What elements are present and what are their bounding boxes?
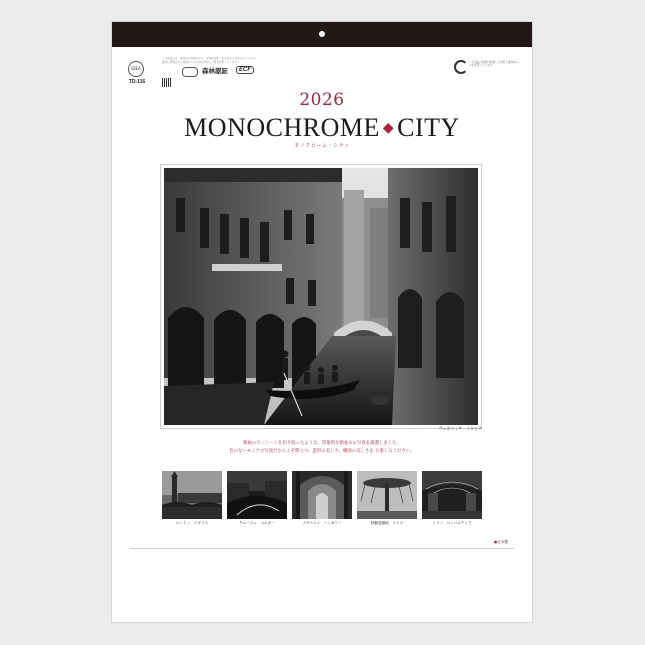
thumbnail-london: [162, 471, 222, 526]
hanger-bar: [112, 22, 532, 47]
thumbnail-strip: [162, 471, 482, 531]
thumbnail-caption: ロンドン イギリス: [175, 521, 209, 525]
thumbnail-caption: 移動遊園地 ドイツ: [370, 521, 404, 525]
thumbnail-canal-night: [227, 471, 287, 526]
title-part-1: MONOCHROME: [184, 113, 380, 142]
calendar-sheet: [112, 22, 532, 622]
thumbnail-caption: ミラノ ロンバルディア: [432, 521, 472, 525]
fsc-label: 森林認証: [202, 67, 228, 75]
thumbnail-milan: [422, 471, 482, 526]
thumbnail-caption: ブダペスト ハンガリー: [302, 521, 342, 525]
calendar-year: 2026: [299, 90, 345, 110]
title-separator: ◆: [382, 121, 395, 136]
eco-mark-icon: [182, 67, 198, 77]
made-in-dot: ●: [494, 540, 498, 544]
description-line-2: 色のないモノクロ写真だからこそ際立つ、造形の美しさ。構図の美しさを お楽しみください。: [229, 448, 415, 454]
hanger-hole: [319, 31, 325, 37]
divider: [130, 548, 514, 549]
barcode-icon: [162, 78, 172, 87]
recycle-text: この商品は環境に配慮した用紙と植物油インキを使用しています。: [469, 61, 521, 68]
main-photo-venice-canal: [160, 164, 482, 429]
thumbnail-swing-ride: [357, 471, 417, 526]
description: [112, 440, 532, 455]
model-code: TD-116: [128, 79, 146, 85]
title-kana: モノクローム・シティ: [294, 143, 350, 149]
ecf-label: ECF: [236, 66, 254, 74]
description-line-1: 映画のワンシーンを切り取ったような、印象的な街並みの写真を厳選しました。: [243, 441, 401, 446]
recycle-mark: [454, 60, 520, 74]
thumbnail-budapest: [292, 471, 352, 526]
main-photo-caption: ヴェネツィア イタリア: [438, 426, 482, 431]
recycle-icon: [454, 60, 468, 74]
made-in-label: 日本製: [497, 540, 508, 544]
idea-badge-icon: IDEA: [128, 61, 144, 77]
fine-print: この商品には、環境保全の観点から、森林認証紙・再生紙などを使用しています。 適切に管理された森林からの木材を使用した紙を採用しています。: [162, 57, 258, 64]
thumbnail-caption: クルージュ ベルギー: [239, 521, 275, 525]
calendar-title: [112, 113, 532, 143]
made-in-japan: [494, 540, 508, 545]
title-part-2: CITY: [397, 113, 460, 142]
